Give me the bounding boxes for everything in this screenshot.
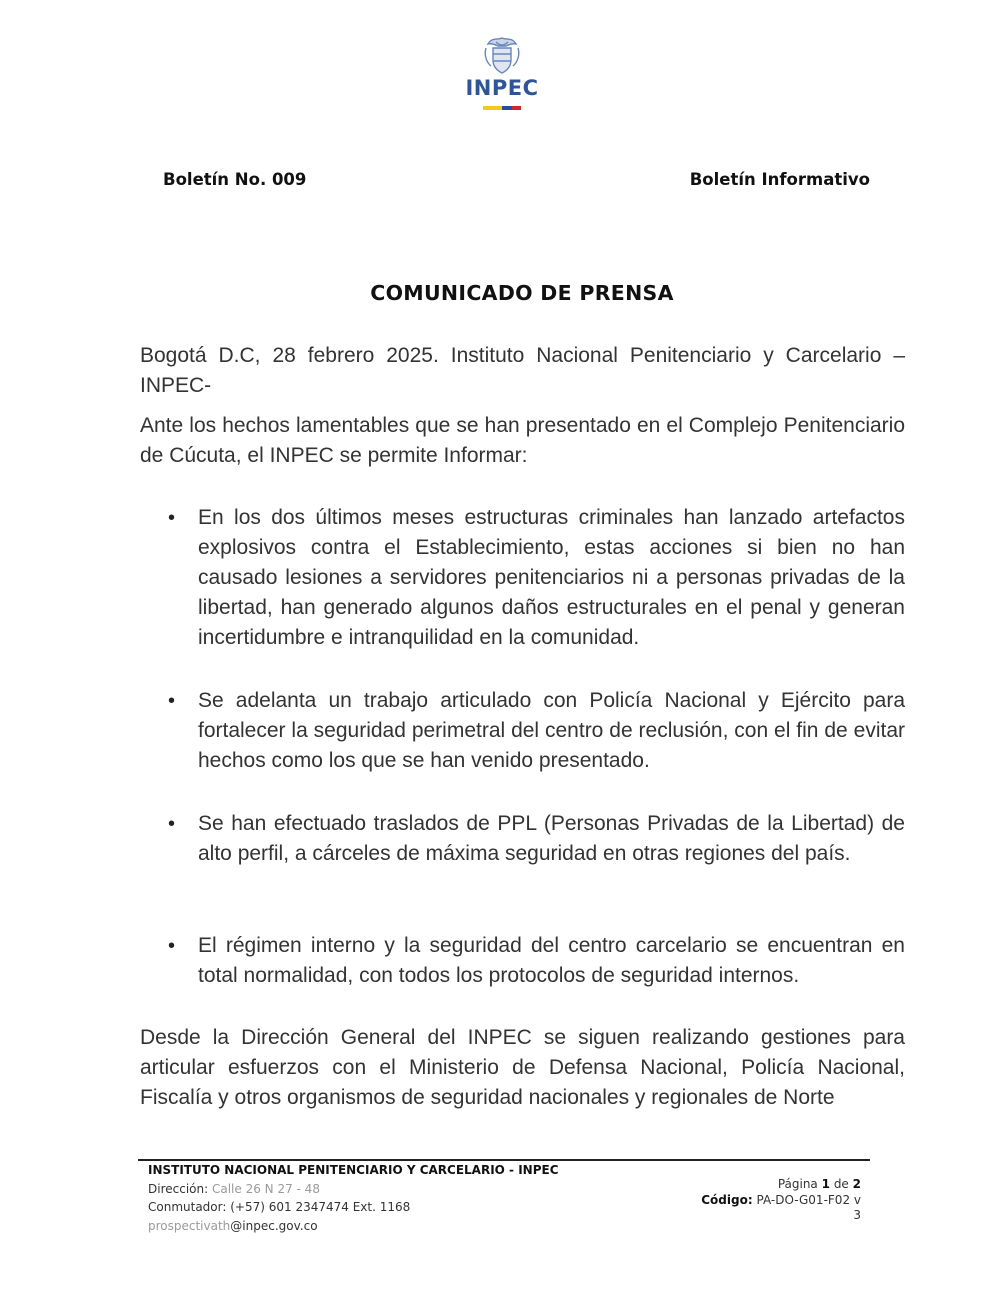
colombia-coat-of-arms-icon	[482, 34, 522, 76]
bulletin-number: Boletín No. 009	[163, 170, 307, 189]
footer-address	[148, 1180, 559, 1199]
page-number	[671, 1177, 861, 1193]
code-label: Código:	[701, 1192, 753, 1207]
closing-paragraph: Desde la Dirección General del INPEC se siguen realizando gestiones para articular esfuerzos con el Ministerio de Defensa Nacional, Policía Nacional, Fiscalía y otros organismos de seguridad nacionales y regionales de Norte	[140, 1026, 905, 1109]
page-label: Página	[777, 1177, 818, 1191]
email-user[interactable]: prospectivath	[148, 1218, 231, 1233]
address-label: Dirección:	[148, 1181, 209, 1196]
footer-contact	[148, 1161, 559, 1235]
phone-value: (+57) 601 2347474 Ext. 1168	[230, 1200, 411, 1214]
list-item: • Se han efectuado traslados de PPL (Personas Privadas de la Libertad) de alto perfil, a cárceles de máxima seguridad en otras regiones del país.	[198, 809, 905, 869]
dateline-paragraph: Bogotá D.C, 28 febrero 2025. Instituto Nacional Penitenciario y Carcelario – INPEC-	[140, 344, 905, 397]
colombia-flag-stripe	[483, 106, 521, 110]
bulletin-type: Boletín Informativo	[689, 170, 870, 189]
inpec-logo	[460, 34, 544, 118]
page-total: 2	[852, 1177, 861, 1191]
logo-text: INPEC	[465, 76, 539, 100]
flag-yellow	[483, 106, 502, 110]
list-item: • Se adelanta un trabajo articulado con Policía Nacional y Ejército para fortalecer la seguridad perimetral del centro de reclusión, con el fin de evitar hechos como los que se han venido presentado.	[198, 686, 905, 776]
document-code	[671, 1193, 861, 1209]
flag-blue	[502, 106, 512, 110]
phone-label: Conmutador:	[148, 1200, 227, 1214]
code-value: PA-DO-G01-F02 v	[756, 1192, 861, 1207]
email-domain[interactable]: @inpec.gov.co	[230, 1218, 318, 1233]
list-item: • En los dos últimos meses estructuras criminales han lanzado artefactos explosivos contra el Establecimiento, estas acciones si bien no han causado lesiones a servidores penitenciarios ni a personas privadas de la libertad, han generado algunos daños estructurales en el penal y generan incertidumbre e intranquilidad en la comunidad.	[198, 503, 905, 653]
lead-paragraph: Ante los hechos lamentables que se han presentado en el Complejo Penitenciario de Cúcuta, el INPEC se permite Informar:	[140, 414, 905, 467]
list-item: • El régimen interno y la seguridad del centro carcelario se encuentran en total normalidad, con todos los protocolos de seguridad internos.	[198, 931, 905, 991]
address-value: Calle 26 N 27 - 48	[211, 1181, 320, 1196]
footer-page-info	[671, 1177, 861, 1224]
code-version: 3	[853, 1208, 861, 1222]
footer-organization: INSTITUTO NACIONAL PENITENCIARIO Y CARCELARIO - INPEC	[148, 1163, 559, 1177]
page-title: COMUNICADO DE PRENSA	[370, 281, 674, 305]
footer-email[interactable]	[148, 1217, 559, 1236]
flag-red	[512, 106, 521, 110]
page-of: de	[833, 1177, 849, 1191]
footer-phone	[148, 1198, 559, 1217]
page-current: 1	[821, 1177, 830, 1191]
